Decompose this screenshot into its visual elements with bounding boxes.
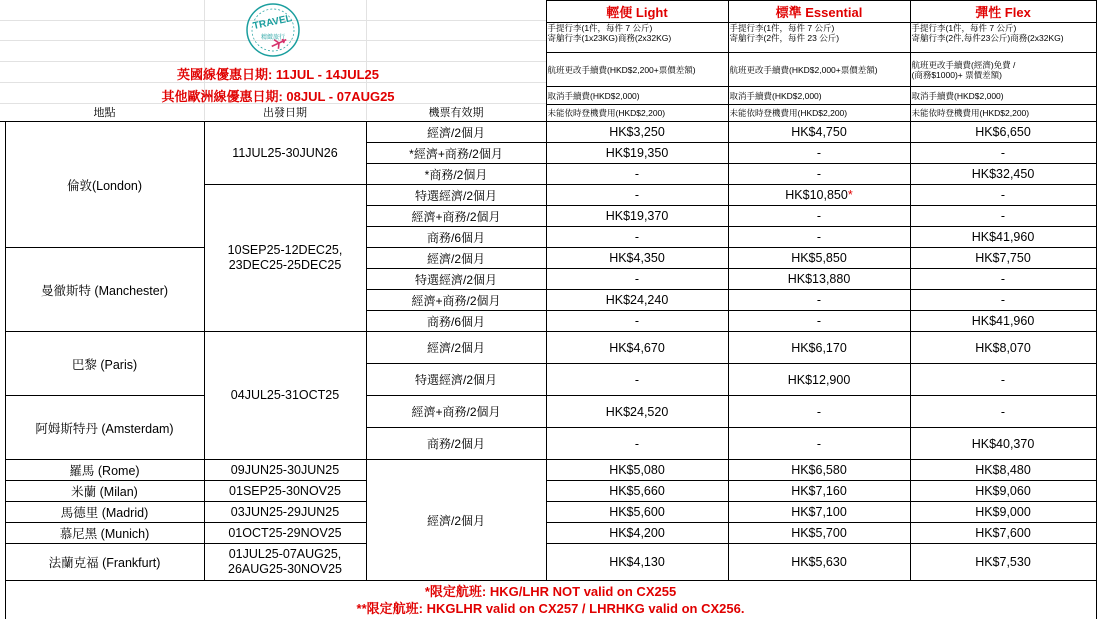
city-rome: 羅馬 (Rome) <box>5 460 204 481</box>
fare-light: - <box>546 311 728 332</box>
fare-essential: HK$13,880 <box>728 269 910 290</box>
fare-light: HK$4,200 <box>546 523 728 544</box>
fare-flex: HK$9,060 <box>910 481 1096 502</box>
restriction-line-2: **限定航班: HKGLHR valid on CX257 / LHRHKG valid on CX256. <box>356 600 745 616</box>
fare-flex: - <box>910 143 1096 164</box>
city-madrid: 馬德里 (Madrid) <box>5 502 204 523</box>
column-departure: 出發日期 <box>263 107 307 119</box>
fare-essential: - <box>728 206 910 227</box>
fare-essential: HK$5,630 <box>728 544 910 581</box>
city-munich: 慕尼黑 (Munich) <box>5 523 204 544</box>
fare-flex: - <box>910 206 1096 227</box>
fare-flex: HK$41,960 <box>910 311 1096 332</box>
fare-light: - <box>546 269 728 290</box>
tier-flex-cancel-fee: 取消手續費(HKD$2,000) <box>910 87 1096 105</box>
tier-flex-noshow-fee: 未能依時登機費用(HKD$2,200) <box>910 105 1096 122</box>
validity-cell: 商務/2個月 <box>366 428 546 460</box>
city-paris: 巴黎 (Paris) <box>5 332 204 396</box>
date-paris-amsterdam: 04JUL25-31OCT25 <box>204 332 366 460</box>
tier-flex-baggage: 手提行李(1件，每件 7 公斤) 寄艙行李(2件,每件23公斤)商務(2x32KG) <box>910 23 1096 53</box>
tier-light-baggage: 手提行李(1件，每件 7 公斤) 寄艙行李(1x23KG)商務(2x32KG) <box>546 23 728 53</box>
city-manchester: 曼徹斯特 (Manchester) <box>5 248 204 332</box>
validity-cell: 經濟/2個月 <box>366 332 546 364</box>
fare-flex: HK$6,650 <box>910 122 1096 143</box>
logo-text: TRAVEL <box>252 13 293 33</box>
validity-cell: 商務/6個月 <box>366 227 546 248</box>
restriction-row <box>0 581 1096 619</box>
fare-essential: HK$5,850 <box>728 248 910 269</box>
fare-light: HK$5,660 <box>546 481 728 502</box>
fare-flex: HK$7,750 <box>910 248 1096 269</box>
tier-essential-baggage: 手提行李(1件，每件 7 公斤) 寄艙行李(2件，每件 23 公斤) <box>728 23 910 53</box>
fare-light: - <box>546 164 728 185</box>
date-munich: 01OCT25-29NOV25 <box>204 523 366 544</box>
fare-light: HK$4,670 <box>546 332 728 364</box>
tier-light-title: 輕便 Light <box>546 1 728 23</box>
eu-promo-period: 其他歐洲線優惠日期: 08JUL - 07AUG25 <box>161 89 395 104</box>
date-milan: 01SEP25-30NOV25 <box>204 481 366 502</box>
fare-flex: HK$7,530 <box>910 544 1096 581</box>
validity-cell: 特選經濟/2個月 <box>366 269 546 290</box>
fare-essential: - <box>728 311 910 332</box>
date-madrid: 03JUN25-29JUN25 <box>204 502 366 523</box>
fare-flex: HK$41,960 <box>910 227 1096 248</box>
table-row <box>0 332 1096 364</box>
fare-flex: - <box>910 269 1096 290</box>
city-milan: 米蘭 (Milan) <box>5 481 204 502</box>
validity-cell: 特選經濟/2個月 <box>366 185 546 206</box>
fare-essential: - <box>728 227 910 248</box>
validity-cell: 經濟+商務/2個月 <box>366 290 546 311</box>
fare-light: HK$24,240 <box>546 290 728 311</box>
fare-essential: HK$6,580 <box>728 460 910 481</box>
fare-essential: HK$7,160 <box>728 481 910 502</box>
column-validity: 機票有效期 <box>428 107 484 119</box>
fare-essential: - <box>728 143 910 164</box>
tier-flex-title: 彈性 Flex <box>910 1 1096 23</box>
validity-cell: 經濟+商務/2個月 <box>366 206 546 227</box>
tier-essential-title: 標準 Essential <box>728 1 910 23</box>
fare-essential: HK$4,750 <box>728 122 910 143</box>
table-row <box>0 481 1096 502</box>
tier-light-noshow-fee: 未能依時登機費用(HKD$2,200) <box>546 105 728 122</box>
fare-grid <box>0 121 1097 619</box>
validity-cell: 經濟/2個月 <box>366 122 546 143</box>
fare-light: HK$4,350 <box>546 248 728 269</box>
validity-euro: 經濟/2個月 <box>366 460 546 581</box>
fare-light: HK$24,520 <box>546 396 728 428</box>
date-rome: 09JUN25-30JUN25 <box>204 460 366 481</box>
city-amsterdam: 阿姆斯特丹 (Amsterdam) <box>5 396 204 460</box>
fare-light: HK$5,080 <box>546 460 728 481</box>
fare-light: - <box>546 227 728 248</box>
fare-essential: HK$6,170 <box>728 332 910 364</box>
fare-flex: HK$40,370 <box>910 428 1096 460</box>
tier-essential-change-fee: 航班更改手續費(HKD$2,000+票價差額) <box>728 53 910 87</box>
fare-flex: - <box>910 185 1096 206</box>
restriction-line-1: *限定航班: HKG/LHR NOT valid on CX255 <box>424 583 677 599</box>
table-row <box>0 502 1096 523</box>
table-row <box>0 396 1096 428</box>
fare-flex: HK$32,450 <box>910 164 1096 185</box>
table-row <box>0 523 1096 544</box>
city-london: 倫敦(London) <box>5 122 204 248</box>
fare-essential: - <box>728 290 910 311</box>
tier-essential-cancel-fee: 取消手續費(HKD$2,000) <box>728 87 910 105</box>
tier-flex-change-fee: 航班更改手續費(經濟)免費 / (商務$1000)+ 票價差額) <box>910 53 1096 87</box>
date-london: 11JUL25-30JUN26 <box>204 122 366 185</box>
table-row <box>0 460 1096 481</box>
date-uk-b: 10SEP25-12DEC25, 23DEC25-25DEC25 <box>204 185 366 332</box>
validity-cell: 經濟/2個月 <box>366 248 546 269</box>
validity-cell: *經濟+商務/2個月 <box>366 143 546 164</box>
fare-essential: - <box>728 164 910 185</box>
validity-cell: 特選經濟/2個月 <box>366 364 546 396</box>
footnote-star: * <box>847 188 853 202</box>
fare-light: HK$5,600 <box>546 502 728 523</box>
fare-essential: HK$5,700 <box>728 523 910 544</box>
fare-flex: HK$8,070 <box>910 332 1096 364</box>
validity-cell: *商務/2個月 <box>366 164 546 185</box>
fare-flex: HK$9,000 <box>910 502 1096 523</box>
fare-light: HK$3,250 <box>546 122 728 143</box>
fare-light: HK$19,350 <box>546 143 728 164</box>
fare-light: - <box>546 185 728 206</box>
tier-light-cancel-fee: 取消手續費(HKD$2,000) <box>546 87 728 105</box>
flight-restrictions <box>5 581 1096 619</box>
fare-essential: - <box>728 396 910 428</box>
fare-flex: - <box>910 364 1096 396</box>
validity-cell: 經濟+商務/2個月 <box>366 396 546 428</box>
fare-light: HK$19,370 <box>546 206 728 227</box>
uk-promo-period: 英國線優惠日期: 11JUL - 14JUL25 <box>176 67 380 82</box>
table-row <box>0 544 1096 581</box>
tier-light-change-fee: 航班更改手續費(HKD$2,200+票價差額) <box>546 53 728 87</box>
fare-light: HK$4,130 <box>546 544 728 581</box>
tier-essential-noshow-fee: 未能依時登機費用(HKD$2,200) <box>728 105 910 122</box>
table-row <box>0 122 1096 143</box>
fare-essential: - <box>728 428 910 460</box>
fare-essential: HK$12,900 <box>728 364 910 396</box>
fare-essential: HK$7,100 <box>728 502 910 523</box>
fare-flex: - <box>910 290 1096 311</box>
city-frankfurt: 法蘭克福 (Frankfurt) <box>5 544 204 581</box>
fare-flex: HK$7,600 <box>910 523 1096 544</box>
validity-cell: 商務/6個月 <box>366 311 546 332</box>
fare-light: - <box>546 428 728 460</box>
table-row <box>0 248 1096 269</box>
fare-light: - <box>546 364 728 396</box>
logo-subtext: 精緻旅行 <box>260 34 286 41</box>
date-frankfurt: 01JUL25-07AUG25, 26AUG25-30NOV25 <box>204 544 366 581</box>
column-destination: 地點 <box>93 107 116 119</box>
fare-flex: - <box>910 396 1096 428</box>
fare-flex: HK$8,480 <box>910 460 1096 481</box>
fare-essential: HK$10,850* <box>728 185 910 206</box>
